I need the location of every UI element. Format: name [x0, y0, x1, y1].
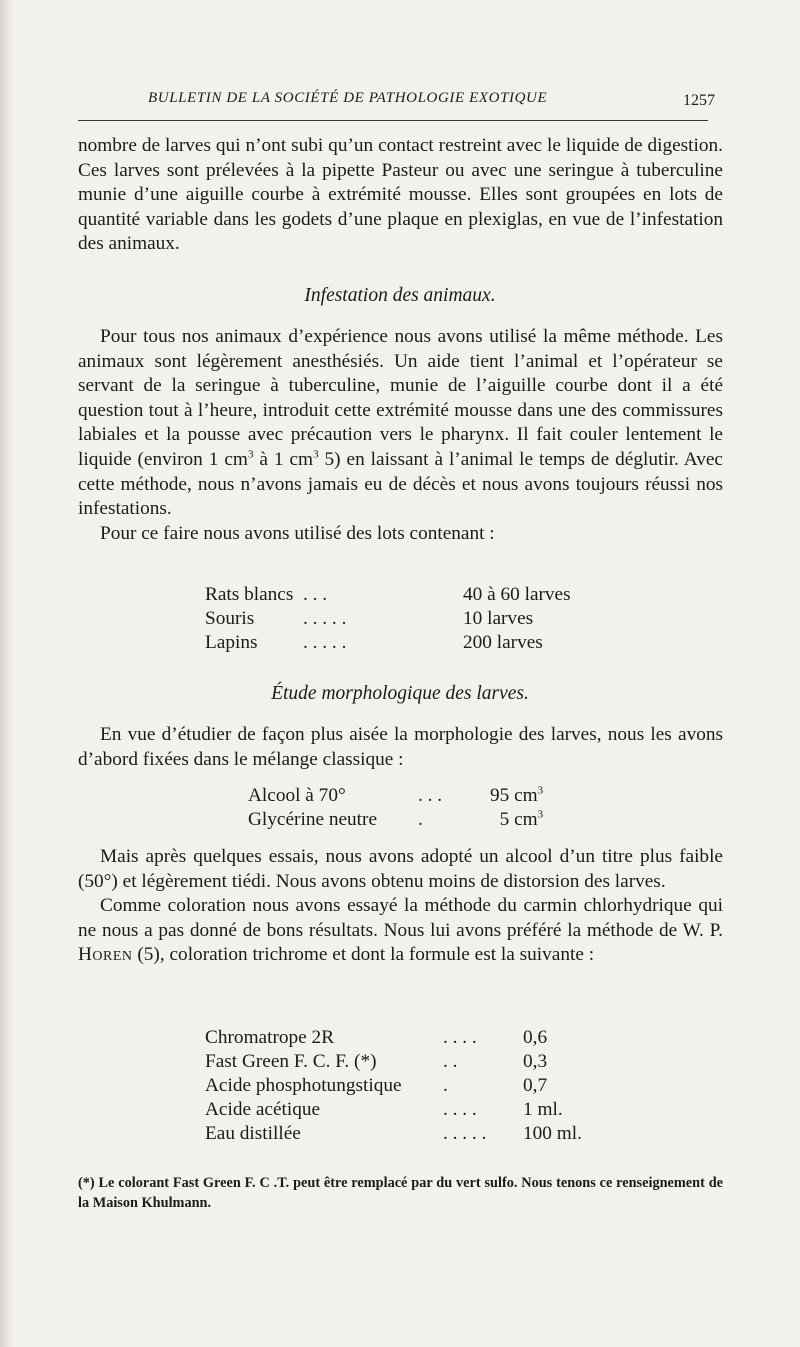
page-edge-shadow: [0, 0, 14, 1347]
morphology-paragraph-alcohol: Mais après quelques essais, nous avons adopté un alcool d’un titre plus faible (50°) et légèrement tiédi. Nous avons obtenu moins de distorsion des larves.: [78, 846, 723, 892]
table-row: Fast Green F. C. F. (*) . . 0,3: [205, 1051, 548, 1072]
table-row: Lapins . . . . . 200 larves: [205, 632, 543, 653]
section-heading-infestation: Infestation des animaux.: [304, 285, 496, 306]
stain-formula-table: [205, 1027, 582, 1147]
section-heading-morphology: Étude morphologique des larves.: [271, 683, 529, 704]
running-head: BULLETIN DE LA SOCIÉTÉ DE PATHOLOGIE EXOTIQUE: [148, 90, 548, 106]
infestation-paragraph-lots: Pour ce faire nous avons utilisé des lots contenant :: [100, 522, 495, 544]
morphology-text-block-1: [78, 723, 723, 772]
table-row: Glycérine neutre . 5 $cm^3$: [248, 808, 544, 830]
table-row: Eau distillée . . . . . 100 ml.: [205, 1123, 582, 1144]
table-row: Chromatrope 2R . . . . 0,6: [205, 1027, 548, 1048]
infestation-paragraph-method: Pour tous nos animaux d’expérience nous avons utilisé la même méthode. Les animaux sont légèrement anesthésiés. Un aide tient l’animal et l’opérateur se servant de la seringue à tuberculine, munie de l’aiguille courbe dont il a été question tout à l’heure, introduit cette extrémité mousse dans une des commissures labiales et la pousse avec précaution vers le pharynx. Il fait couler lentement le liquide (environ 1 $cm^3$ à 1 $cm^3$ 5) en laissant à l’animal le temps de déglutir. Avec cette méthode, nous n’avons jamais eu de décès et nous avons toujours réussi nos infestations.: [78, 326, 723, 520]
morphology-paragraph-stain: Comme coloration nous avons essayé la méthode du carmin chlorhydrique qui ne nous a pas donné de bons résultats. Nous lui avons préféré la méthode de W. P. Horen (5), coloration trichrome et dont la formule est la suivante :: [78, 895, 723, 966]
table-row: Acide phosphotungstique . 0,7: [205, 1075, 548, 1096]
intro-paragraph-block: [78, 134, 723, 257]
author-name: Horen: [78, 944, 133, 966]
fixative-table: [248, 785, 543, 833]
intro-paragraph: nombre de larves qui n’ont subi qu’un contact restreint avec le liquide de digestion. Ces larves sont prélevées à la pipette Pasteur ou avec une seringue à tuberculine munie d’une aiguille courbe à extrémité mousse. Elles sont groupées en lots de quantité variable dans les godets d’une plaque en plexiglas, en vue de l’infestation des animaux.: [78, 135, 723, 255]
lots-table: [205, 584, 571, 656]
table-row: Rats blancs . . . 40 à 60 larves: [205, 584, 571, 605]
morphology-text-block-2: [78, 845, 723, 968]
page-number: 1257: [683, 92, 715, 109]
table-row: Acide acétique . . . . 1 ml.: [205, 1099, 563, 1120]
header-rule: [78, 120, 708, 121]
table-row: Alcool à 70° . . . 95 $cm^3$: [248, 784, 544, 806]
footnote: (*) Le colorant Fast Green F. C .T. peut être remplacé par du vert sulfo. Nous tenons ce renseignement de la Maison Khulmann.: [78, 1175, 723, 1211]
morphology-paragraph-fixation: En vue d’étudier de façon plus aisée la morphologie des larves, nous les avons d’abord fixées dans le mélange classique :: [78, 724, 723, 770]
table-row: Souris . . . . . 10 larves: [205, 608, 534, 629]
infestation-text-block: [78, 325, 723, 546]
